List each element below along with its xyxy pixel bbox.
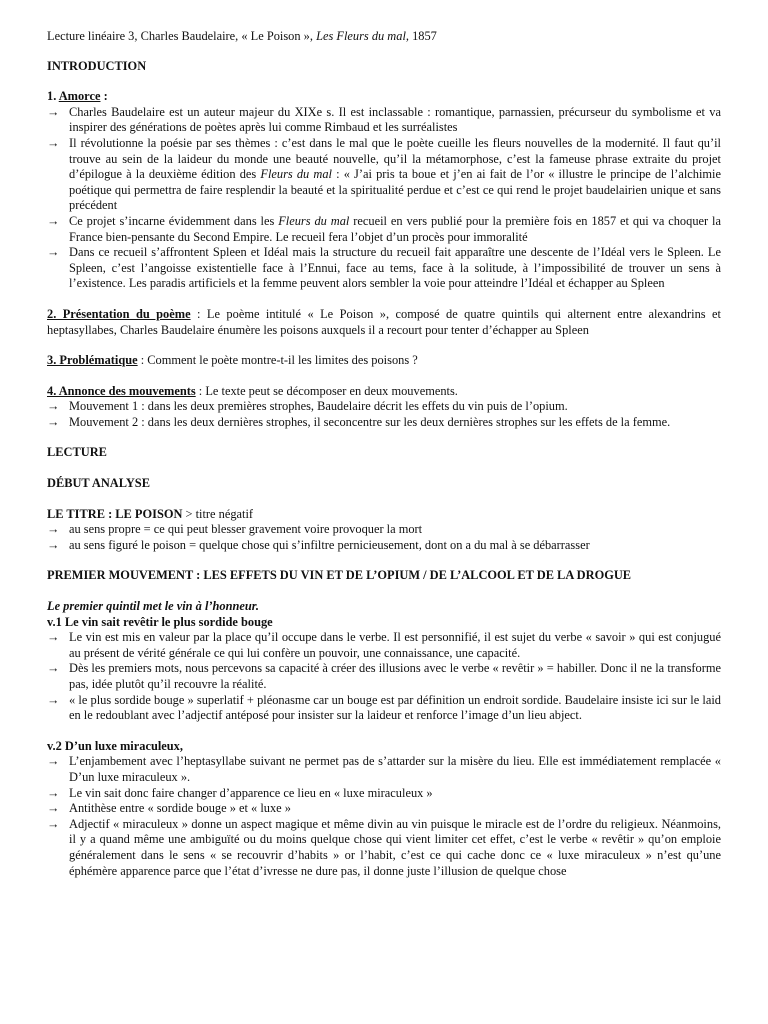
bullet-item: → « le plus sordide bouge » superlatif + pléonasme car un bouge est par définition un endroit sordide. Baudelaire insiste ici sur le laid en le redoublant avec l’adjectif antéposé pour insister sur la laideur et renforce l’image d’un lieu abject.	[47, 692, 721, 723]
document-title: Lecture linéaire 3, Charles Baudelaire, « Le Poison », Les Fleurs du mal, 1857	[47, 29, 437, 43]
arrow-icon: →	[47, 135, 60, 150]
bullet-item: → au sens figuré le poison = quelque chose qui s’infiltre pernicieusement, dont on a du mal à se débarrasser	[47, 537, 590, 552]
arrow-icon: →	[47, 692, 60, 707]
v2-list	[47, 754, 721, 879]
debut-analyse-heading: DÉBUT ANALYSE	[47, 476, 150, 491]
quintil-heading: Le premier quintil met le vin à l’honneur.	[47, 599, 260, 614]
bullet-item: → au sens propre = ce qui peut blesser gravement voire provoquer la mort	[47, 522, 423, 537]
v1-heading: v.1 Le vin sait revêtir le plus sordide bouge	[47, 614, 273, 629]
titre-list	[47, 522, 721, 553]
bullet-item: → Le vin sait donc faire changer d’apparence ce lieu en « luxe miraculeux »	[47, 785, 433, 800]
lecture-heading: LECTURE	[47, 445, 107, 460]
arrow-icon: →	[47, 630, 60, 645]
arrow-icon: →	[47, 816, 60, 831]
arrow-icon: →	[47, 537, 60, 552]
arrow-icon: →	[47, 661, 60, 676]
bullet-item: → Il révolutionne la poésie par ses thèmes : c’est dans le mal que le poète cueille les fleurs nouvelles de la modernité. Il faut qu’il trouve au sein de la laideur du monde une beauté nouvelle, qu’il la métamorphose, c’est la fameuse phrase extraite du projet d’épilogue à la deuxième édition des Fleurs du mal : « J’ai pris ta boue et j’en ai fait de l’or « illustre le principe de l’alchimie poétique qui permettra de faire resplendir la beauté et la spiritualité perdue et c’est ce qui rend le projet baudelairien unique et sans précédent	[47, 135, 722, 213]
arrow-icon: →	[47, 801, 60, 816]
arrow-icon: →	[47, 785, 60, 800]
arrow-icon: →	[47, 104, 60, 119]
bullet-item: → Ce projet s’incarne évidemment dans les Fleurs du mal recueil en vers publié pour la première fois en 1857 et qui va choquer la France bien-pensante du Second Empire. Le recueil fera l’objet d’un procès pour immoralité	[47, 213, 721, 244]
bullet-item: → Dès les premiers mots, nous percevons sa capacité à créer des illusions avec le verbe « revêtir » = habiller. Donc il ne la transforme pas, idée plutôt qu’il recouvre la réalité.	[47, 661, 721, 691]
v2-heading: v.2 D’un luxe miraculeux,	[47, 738, 183, 753]
arrow-icon: →	[47, 399, 60, 414]
premier-mouvement-heading: PREMIER MOUVEMENT : LES EFFETS DU VIN ET DE L’OPIUM / DE L’ALCOOL ET DE LA DROGUE	[47, 568, 632, 583]
bullet-item: → Dans ce recueil s’affrontent Spleen et Idéal mais la structure du recueil fait apparaître une descente de l’Idéal vers le Spleen. Le Spleen, c’est l’angoisse existentielle face à l’Ennui, face au tems, face à la solitude, à l’impossibilité de trouver un sens à l’existence. Les paradis artificiels et la femme peuvent alors sembler la voie pour atteindre l’Idéal et échapper au Spleen	[47, 245, 721, 291]
arrow-icon: →	[47, 213, 60, 228]
arrow-icon: →	[47, 245, 60, 260]
bullet-item: → Le vin est mis en valeur par la place qu’il occupe dans le verbe. Il est personnifié, il est sujet du verbe « savoir » qui est conjugué au présent de vérité générale ce qui lui confère un pouvoir, une connaissance, une capacité.	[47, 630, 721, 660]
mouvements-list	[47, 399, 721, 430]
bullet-item: → Mouvement 1 : dans les deux premières strophes, Baudelaire décrit les effets du vin puis de l’opium.	[47, 399, 568, 414]
bullet-item: → Adjectif « miraculeux » donne un aspect magique et même divin au vin puisque le miracle est de l’ordre du religieux. Néanmoins, il y a quand même une ambiguïté ou du moins quelque chose qui vient limiter cet effet, c’est le verbe « revêtir » qu’on emploie généralement dans le sens « se recouvrir d’habits » or l’habit, c’est ce qui cache donc ce « luxe miraculeux » n’est qu’une éphémère apparence parce que l’état d’ivresse ne dure pas, il donne juste l’illusion de quelque chose	[47, 816, 721, 878]
bullet-item: → Charles Baudelaire est un auteur majeur du XIXe s. Il est inclassable : romantique, parnassien, précurseur du symbolisme et va inspirer des générations de poètes après lui comme Rimbaud et les surréalistes	[47, 104, 721, 135]
mouvements-paragraph: 4. Annonce des mouvements : Le texte peut se décomposer en deux mouvements.	[47, 383, 458, 398]
bullet-item: → Antithèse entre « sordide bouge » et « luxe »	[47, 801, 291, 816]
v1-list	[47, 630, 721, 724]
bullet-item: → L’enjambement avec l’heptasyllabe suivant ne permet pas de s’attarder sur la misère du lieu. Elle est immédiatement remplacée « D’un luxe miraculeux ».	[47, 754, 721, 784]
document-page	[47, 29, 721, 879]
problematique-paragraph: 3. Problématique : Comment le poète montre-t-il les limites des poisons ?	[47, 353, 418, 368]
presentation-paragraph: 2. Présentation du poème : Le poème intitulé « Le Poison », composé de quatre quintils qui alternent entre alexandrins et heptasyllabes, Charles Baudelaire énumère les poisons auxquels il a recourt pour tenter d’échapper au Spleen	[47, 306, 721, 337]
introduction-heading: INTRODUCTION	[47, 58, 147, 73]
arrow-icon: →	[47, 414, 60, 429]
amorce-heading: 1. Amorce :	[47, 89, 108, 104]
amorce-list	[47, 105, 721, 292]
arrow-icon: →	[47, 522, 60, 537]
bullet-item: → Mouvement 2 : dans les deux dernières strophes, il seconcentre sur les deux dernières strophes sur les effets de la femme.	[47, 414, 671, 429]
titre-paragraph: LE TITRE : LE POISON > titre négatif	[47, 506, 254, 521]
arrow-icon: →	[47, 754, 60, 769]
